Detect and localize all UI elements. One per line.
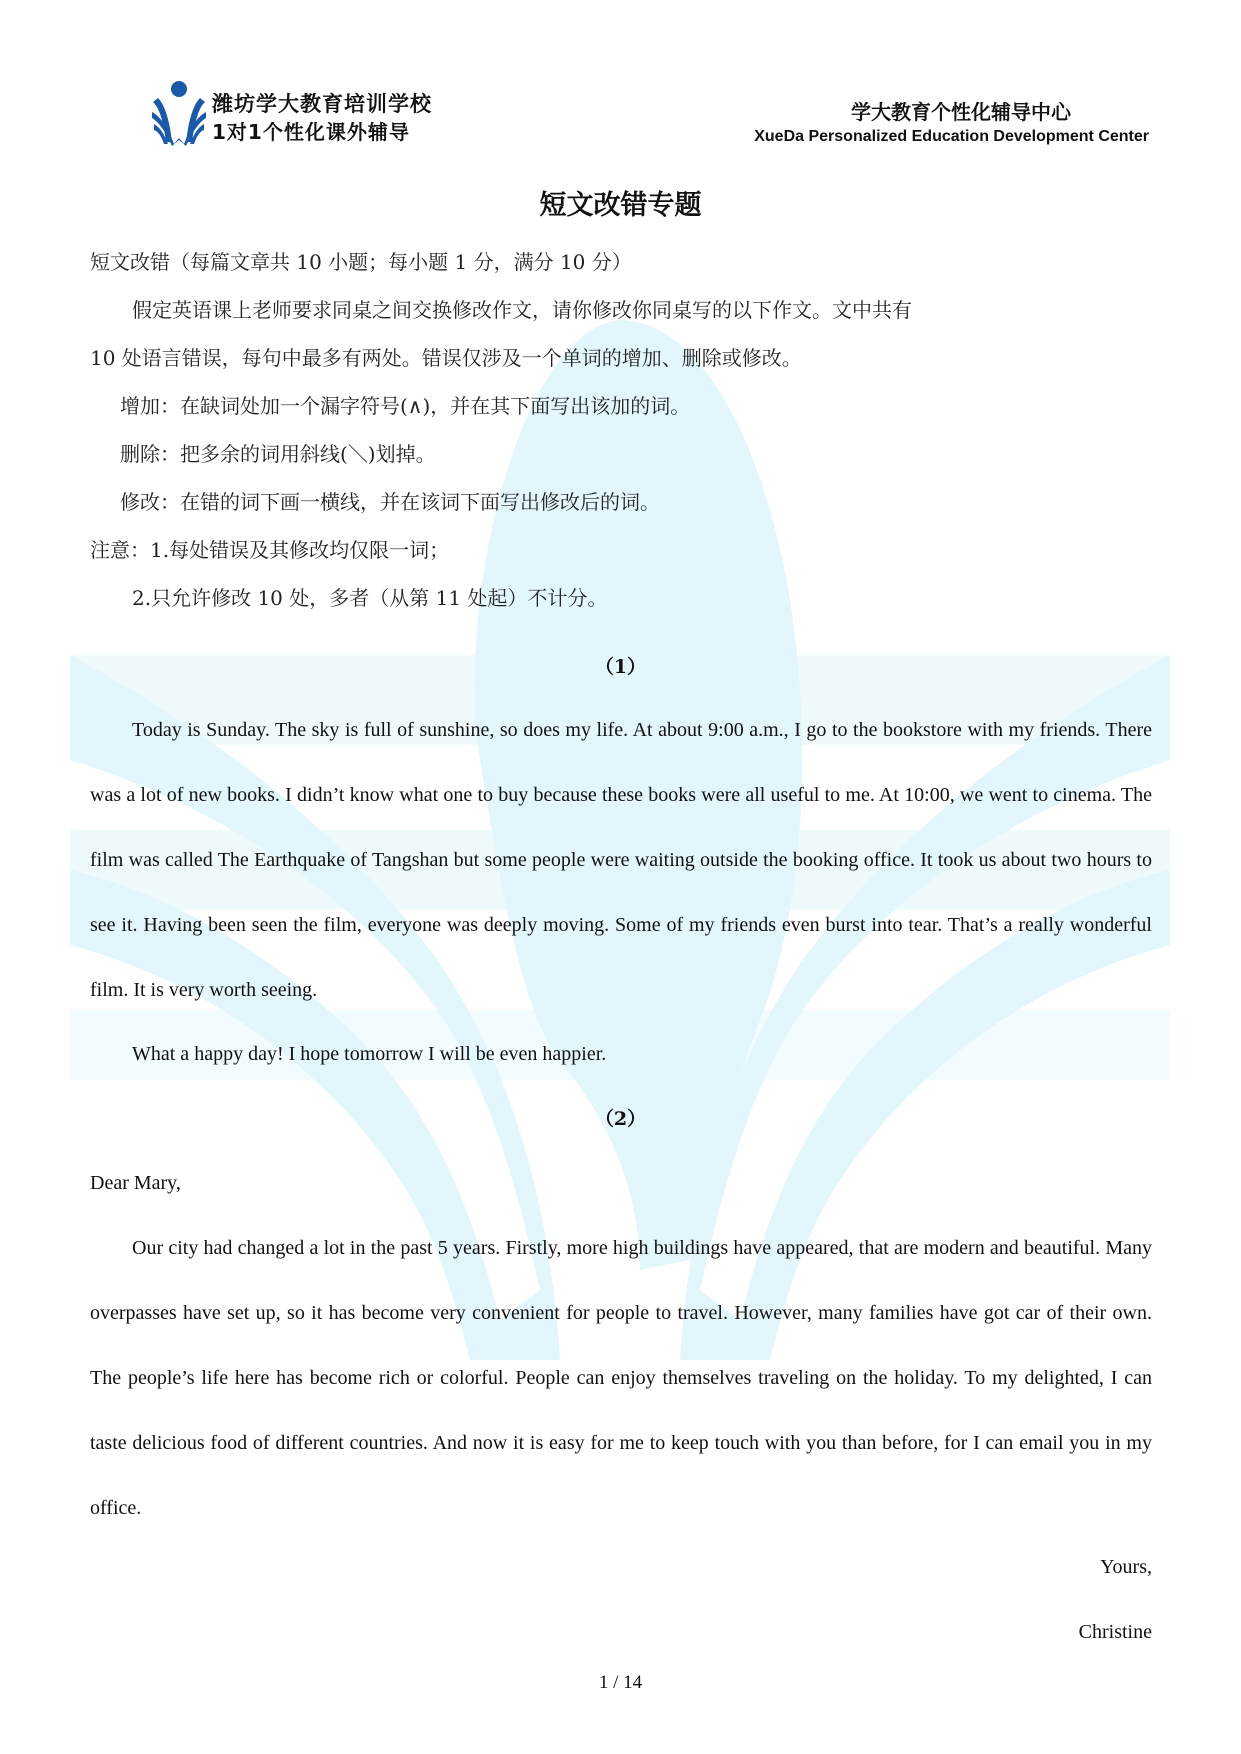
passage-1-paragraph [90, 698, 1152, 1023]
page-number: 1 / 14 [598, 1672, 643, 1693]
instruction-line-2: 假定英语课上老师要求同桌之间交换修改作文，请你修改你同桌写的以下作文。文中共有 [132, 298, 912, 322]
instruction-line-3: 10 处语言错误，每句中最多有两处。错误仅涉及一个单词的增加、删除或修改。 [90, 346, 802, 370]
passage-1-closing-text: What a happy day! I hope tomorrow I will be even happier. [132, 1043, 607, 1065]
letter-greeting: Dear Mary, [90, 1172, 181, 1194]
instruction-delete: 删除：把多余的词用斜线(＼)划掉。 [120, 442, 436, 466]
passage-1-label: （1） [594, 656, 647, 678]
passage-1-text: Today is Sunday. The sky is full of sunshine, so does my life. At about 9:00 a.m., I go to the bookstore with my friends. There was a lot of new books. I didn’t know what one to buy because these books were all useful to me. At 10:00, we went to cinema. The film was called The Earthquake of Tangshan but some people were waiting outside the booking office. It took us about two hours to see it. Having been seen the film, everyone was deeply moving. Some of my friends even burst into tear. That’s a really wonderful film. It is very worth seeing. [90, 719, 1152, 1001]
instruction-modify: 修改：在错的词下画一横线，并在该词下面写出修改后的词。 [120, 490, 660, 514]
passage-2-text: Our city had changed a lot in the past 5 years. Firstly, more high buildings have appeared, that are modern and beautiful. Many overpasses have set up, so it has become very convenient for people to travel. However, many families have got car of their own. The people’s life here has become rich or colorful. People can enjoy themselves traveling on the holiday. To my delighted, I can taste delicious food of different countries. And now it is easy for me to keep touch with you than before, for I can email you in my office. [90, 1237, 1152, 1519]
center-name-en: XueDa Personalized Education Development Center [754, 128, 1149, 145]
instruction-note-1: 注意：1.每处错误及其修改均仅限一词； [90, 538, 450, 562]
passage-2-label: （2） [594, 1108, 647, 1130]
school-logo [150, 80, 450, 150]
logo-school-name: 潍坊学大教育培训学校 [212, 92, 432, 116]
xueda-logo-icon [150, 80, 208, 146]
passage-1-closing-paragraph [90, 1022, 1152, 1087]
logo-tagline: 1对1个性化课外辅导 [212, 120, 410, 144]
instruction-add: 增加：在缺词处加一个漏字符号(∧)，并在其下面写出该加的词。 [120, 394, 691, 418]
instruction-note-2: 2.只允许修改 10 处，多者（从第 11 处起）不计分。 [132, 586, 608, 610]
center-name-cn: 学大教育个性化辅导中心 [851, 100, 1071, 124]
letter-closing: Yours, [1100, 1556, 1152, 1578]
page-title: 短文改错专题 [539, 190, 702, 221]
passage-2-paragraph [90, 1216, 1152, 1541]
instruction-heading: 短文改错（每篇文章共 10 小题；每小题 1 分，满分 10 分） [90, 250, 632, 274]
letter-signature: Christine [1078, 1621, 1152, 1643]
